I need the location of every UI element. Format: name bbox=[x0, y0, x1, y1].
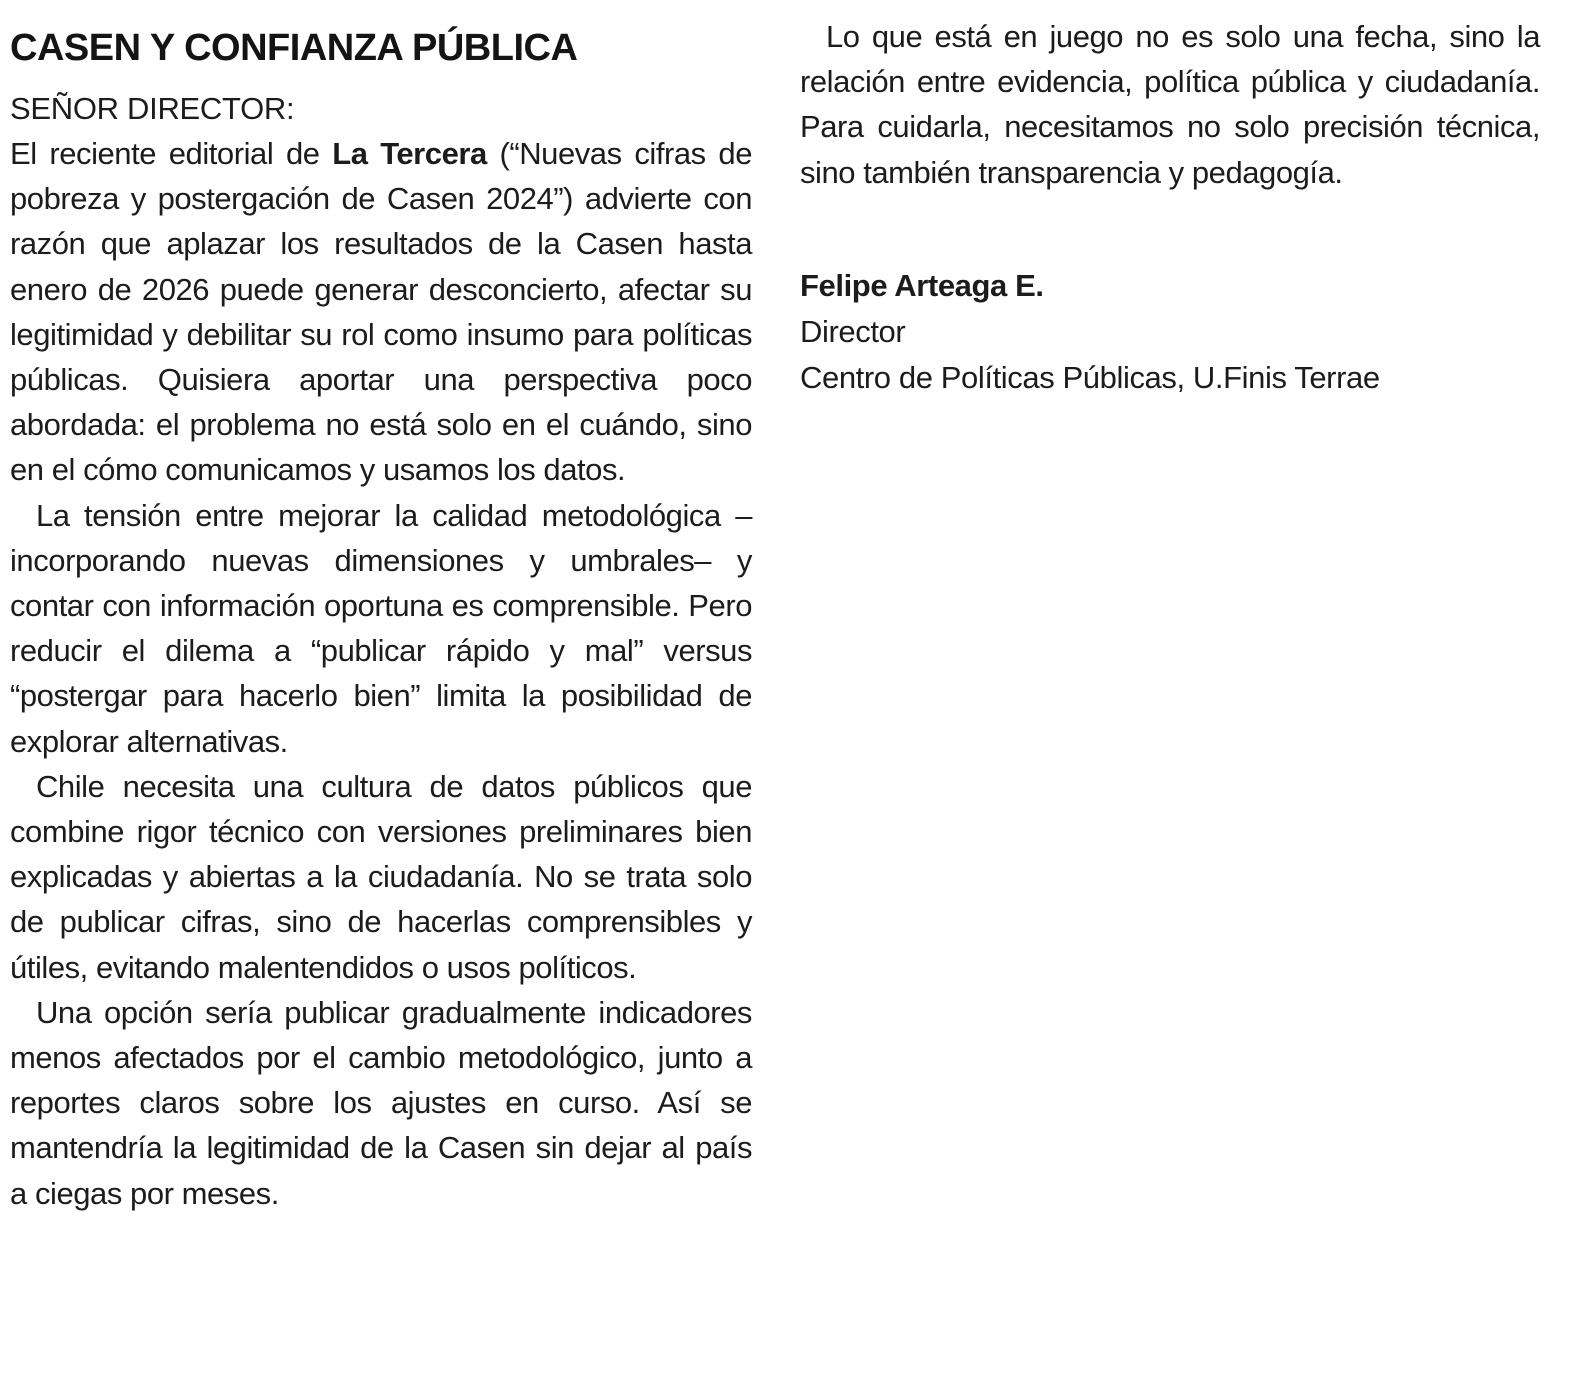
paragraph-5: Lo que está en juego no es solo una fecha, sino la relación entre evidencia, política pública y ciudadanía. Para cuidarla, necesitamos no solo precisión técnica, sino también transparencia y pedagogía. bbox=[800, 19, 1540, 190]
left-column bbox=[10, 22, 752, 1216]
headline: CASEN Y CONFIANZA PÚBLICA bbox=[10, 27, 578, 69]
author-title: Director bbox=[800, 313, 906, 349]
paragraph-1-after: (“Nuevas cifras de pobreza y postergación de Casen 2024”) advierte con razón que aplazar los resultados de la Casen hasta enero de 2026 puede generar desconcierto, afectar su legitimidad y debilitar su rol como insumo para políticas públicas. Quisiera aportar una perspectiva poco abordada: el problema no está solo en el cuándo, sino en el cómo comunicamos y usamos los datos. bbox=[10, 136, 752, 488]
paragraph-1 bbox=[10, 131, 752, 493]
paragraph-3: Chile necesita una cultura de datos públicos que combine rigor técnico con versiones preliminares bien explicadas y abiertas a la ciudadanía. No se trata solo de publicar cifras, sino de hacerlas comprensibles y útiles, evitando malentendidos o usos políticos. bbox=[10, 768, 752, 985]
salutation: SEÑOR DIRECTOR: bbox=[10, 91, 295, 126]
paragraph-4: Una opción sería publicar gradualmente indicadores menos afectados por el cambio metodológico, junto a reportes claros sobre los ajustes en curso. Así se mantendría la legitimidad de la Casen sin dejar al país a ciegas por meses. bbox=[10, 994, 752, 1211]
paragraph-2: La tensión entre mejorar la calidad metodológica –incorporando nuevas dimensiones y umbrales– y contar con información oportuna es comprensible. Pero reducir el dilema a “publicar rápido y mal” versus “postergar para hacerlo bien” limita la posibilidad de explorar alternativas. bbox=[10, 497, 752, 759]
paragraph-1-before: El reciente editorial de bbox=[10, 136, 333, 171]
newspaper-name: La Tercera bbox=[332, 136, 487, 171]
author-affiliation: Centro de Políticas Públicas, U.Finis Terrae bbox=[800, 359, 1380, 395]
signature-block bbox=[800, 263, 1540, 401]
right-column bbox=[800, 14, 1540, 401]
author-name: Felipe Arteaga E. bbox=[800, 267, 1044, 303]
